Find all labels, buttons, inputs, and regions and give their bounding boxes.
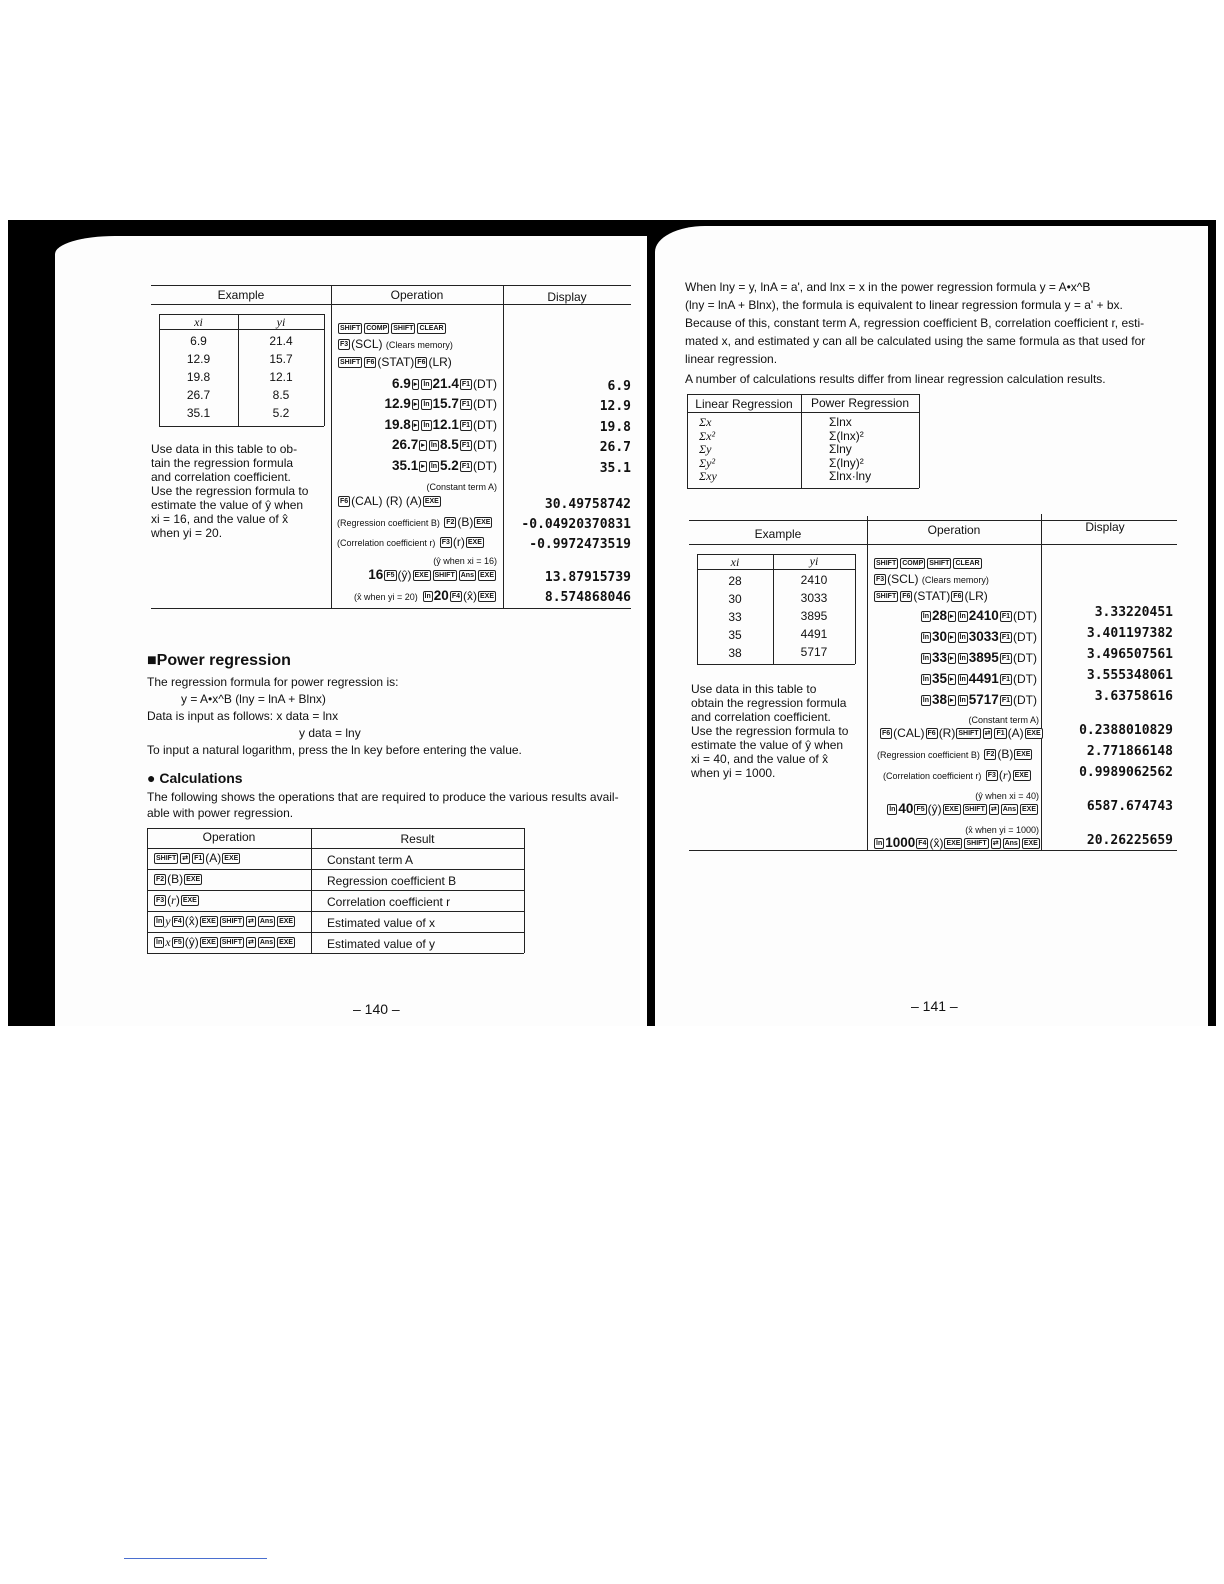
section-title: ■Power regression bbox=[147, 652, 291, 669]
display-value: 3.63758616 bbox=[1094, 689, 1173, 704]
page-140 bbox=[55, 236, 647, 1026]
note-yhat: (ŷ when xi = 16) bbox=[433, 556, 497, 566]
display-value: 19.8 bbox=[599, 420, 631, 435]
display-regression-b: -0.04920370831 bbox=[521, 517, 631, 532]
op-correlation: (Correlation coefficient r) F3 (r) EXE bbox=[883, 768, 1029, 782]
yi-header: yi bbox=[809, 554, 819, 568]
xi-cell: 30 bbox=[728, 592, 742, 606]
header-display: Display bbox=[1085, 520, 1125, 534]
paragraph: y data = lny bbox=[299, 726, 361, 740]
xi-cell: 28 bbox=[728, 574, 742, 588]
book-spread bbox=[8, 220, 1216, 1026]
display-correlation: 0.9989062562 bbox=[1079, 765, 1173, 780]
calc-operation: F2 (B) EXE bbox=[156, 872, 201, 886]
op-row: 19.8 ▸ ln 12.1 F1 (DT) bbox=[384, 417, 497, 432]
display-correlation: -0.9972473519 bbox=[529, 537, 631, 552]
calc-result: Correlation coefficient r bbox=[327, 895, 451, 909]
display-value: 26.7 bbox=[599, 440, 631, 455]
calculations-title: ● Calculations bbox=[147, 770, 243, 786]
op-row: 6.9 ▸ ln 21.4 F1 (DT) bbox=[392, 376, 497, 391]
note-yhat: (ŷ when xi = 40) bbox=[975, 791, 1039, 801]
header-linear: Linear Regression bbox=[695, 397, 793, 411]
calc-operation: ln x F5 (ŷ) EXE SHIFT ⇄ Ans EXE bbox=[156, 935, 294, 949]
yi-cell: 2410 bbox=[800, 573, 828, 587]
shift-key: SHIFT bbox=[340, 359, 361, 367]
display-xhat: 20.26225659 bbox=[1086, 833, 1173, 848]
display-value: 3.555348061 bbox=[1086, 668, 1173, 683]
op-setup-clear bbox=[337, 320, 447, 338]
display-value: 6.9 bbox=[607, 379, 631, 394]
yi-cell: 3033 bbox=[800, 591, 828, 605]
display-yhat: 6587.674743 bbox=[1086, 799, 1173, 814]
page-number: – 141 – bbox=[911, 998, 958, 1014]
op-row: 35.1 ▸ ln 5.2 F1 (DT) bbox=[392, 458, 497, 473]
op-regression-b: (Regression coefficient B) F2 (B) EXE bbox=[877, 747, 1031, 761]
op-correlation: (Correlation coefficient r) F3 (r) EXE bbox=[337, 535, 482, 549]
op-constant: F6 (CAL) F6 (R) SHIFT ⇄ F1 (A) EXE bbox=[882, 726, 1041, 740]
note-constant: (Constant term A) bbox=[426, 482, 497, 492]
paragraph: Data is input as follows: x data = lnx bbox=[147, 709, 339, 723]
xi-cell: 6.9 bbox=[190, 334, 207, 348]
calc-operation: F3 (r) EXE bbox=[156, 893, 197, 907]
display-xhat: 8.574868046 bbox=[544, 590, 631, 605]
yi-cell: 12.1 bbox=[269, 370, 293, 384]
paragraph: able with power regression. bbox=[147, 806, 294, 820]
display-value: 3.496507561 bbox=[1086, 647, 1173, 662]
header-operation: Operation bbox=[202, 830, 256, 844]
op-xhat: ln 1000 F4 (x̂) EXE SHIFT ⇄ Ans EXE bbox=[876, 835, 1038, 850]
op-xhat: (x̂ when yi = 20) ln 20 F4 (x̂) EXE bbox=[354, 588, 494, 603]
op-row: ln 28 ▸ ln 2410 F1 (DT) bbox=[922, 608, 1037, 623]
clear-key: CLEAR bbox=[419, 325, 444, 333]
op-constant: F6 (CAL) (R) (A) EXE bbox=[340, 494, 439, 508]
header-example: Example bbox=[754, 527, 802, 541]
yi-cell: 21.4 bbox=[269, 334, 293, 348]
calc-operation: ln y F4 (x̂) EXE SHIFT ⇄ Ans EXE bbox=[156, 914, 294, 928]
op-row: ln 30 ▸ ln 3033 F1 (DT) bbox=[922, 629, 1037, 644]
xi-cell: 35.1 bbox=[186, 406, 211, 420]
yi-cell: 15.7 bbox=[269, 352, 293, 366]
header-operation: Operation bbox=[390, 288, 444, 302]
display-constant: 30.49758742 bbox=[544, 497, 631, 512]
xi-cell: 26.7 bbox=[186, 388, 211, 402]
formula: y = A•x^B (lny = lnA + Blnx) bbox=[181, 692, 326, 706]
xi-cell: 35 bbox=[728, 628, 742, 642]
yi-cell: 8.5 bbox=[272, 388, 290, 402]
yi-header: yi bbox=[276, 315, 286, 329]
op-row: ln 38 ▸ ln 5717 F1 (DT) bbox=[922, 692, 1037, 707]
op-setup-scl: F3 (SCL) (Clears memory) bbox=[876, 572, 989, 586]
header-example: Example bbox=[217, 288, 265, 302]
calc-result: Regression coefficient B bbox=[327, 874, 457, 888]
example-description: Use data in this table to obtain the regression formula and correlation coefficient. Use the regression formula to estimate the value of ŷ when xi = 40, and the value of x̂ when yi = 1000. bbox=[691, 682, 849, 780]
calc-result: Estimated value of y bbox=[327, 937, 436, 951]
header-result: Result bbox=[400, 832, 435, 846]
yi-cell: 5.2 bbox=[272, 406, 290, 420]
f3-key: F3 bbox=[340, 341, 349, 349]
yi-cell: 4491 bbox=[800, 627, 828, 641]
paragraph: To input a natural logarithm, press the ln key before entering the value. bbox=[147, 743, 522, 757]
page-number: – 140 – bbox=[353, 1001, 400, 1017]
display-regression-b: 2.771866148 bbox=[1086, 744, 1173, 759]
calc-result: Estimated value of x bbox=[327, 916, 436, 930]
op-row: ln 33 ▸ ln 3895 F1 (DT) bbox=[922, 650, 1037, 665]
linear-sums: Σx Σx² Σy Σy² Σxy bbox=[699, 415, 717, 483]
op-row: ln 35 ▸ ln 4491 F1 (DT) bbox=[922, 671, 1037, 686]
yi-cell: 5717 bbox=[800, 645, 828, 659]
xi-header: xi bbox=[194, 315, 203, 329]
op-setup-scl: F3 (SCL) (Clears memory) bbox=[340, 337, 453, 351]
example-description: Use data in this table to ob- tain the regression formula and correlation coefficient. Use the regression formula to estimate the value of ŷ when xi = 16, and the value of x̂ when yi = 20. bbox=[151, 442, 309, 540]
op-yhat: ln 40 F5 (ŷ) EXE SHIFT ⇄ Ans EXE bbox=[889, 801, 1036, 816]
yi-cell: 3895 bbox=[800, 609, 828, 623]
intro-paragraph: When lny = y, lnA = a', and lnx = x in the power regression formula y = A•x^B (lny = lnA + Blnx), the formula is equivalent to linear regression formula y = a' + bx. Because of this, constant term A, regression coefficient B, correlation coefficient r, esti- mated x, and estimated y can all be calculated using the same formula as that used for linear regression. bbox=[685, 280, 1146, 366]
op-setup-stat: SHIFT F6 (STAT) F6 (LR) bbox=[340, 355, 452, 369]
power-sums: Σlnx Σ(lnx)² Σlny Σ(lny)² Σlnx·lny bbox=[829, 415, 872, 483]
display-value: 3.33220451 bbox=[1094, 605, 1173, 620]
comp-key: COMP bbox=[366, 325, 388, 333]
display-constant: 0.2388010829 bbox=[1079, 723, 1173, 738]
xi-cell: 33 bbox=[728, 610, 742, 624]
op-regression-b: (Regression coefficient B) F2 (B) EXE bbox=[337, 515, 491, 529]
note-xhat: (x̂ when yi = 1000) bbox=[965, 825, 1039, 835]
op-yhat: 16 F5 (ŷ) EXE SHIFT Ans EXE bbox=[368, 567, 494, 582]
header-display: Display bbox=[547, 290, 587, 304]
shift-key: SHIFT bbox=[393, 325, 414, 333]
paragraph: The following shows the operations that are required to produce the various results avail- bbox=[147, 790, 619, 804]
f6-key: F6 bbox=[366, 359, 375, 367]
op-setup-stat: SHIFT F6 (STAT) F6 (LR) bbox=[876, 589, 988, 603]
op-setup-clear: SHIFT COMP SHIFT CLEAR bbox=[876, 560, 980, 568]
op-row: 26.7 ▸ ln 8.5 F1 (DT) bbox=[392, 437, 497, 452]
display-value: 3.401197382 bbox=[1086, 626, 1173, 641]
shift-key: SHIFT bbox=[340, 325, 361, 333]
display-value: 12.9 bbox=[599, 399, 631, 414]
xi-cell: 19.8 bbox=[186, 370, 211, 384]
xi-cell: 12.9 bbox=[186, 352, 211, 366]
header-operation: Operation bbox=[927, 523, 981, 537]
note-constant: (Constant term A) bbox=[968, 715, 1039, 725]
xi-header: xi bbox=[730, 555, 740, 569]
paragraph: The regression formula for power regression is: bbox=[147, 675, 399, 689]
calc-operation: SHIFT ⇄ F1 (A) EXE bbox=[156, 851, 239, 865]
op-row: 12.9 ▸ ln 15.7 F1 (DT) bbox=[384, 396, 497, 411]
calc-result: Constant term A bbox=[327, 853, 414, 867]
display-value: 35.1 bbox=[599, 461, 631, 476]
page-141 bbox=[655, 226, 1208, 1026]
f6-key: F6 bbox=[417, 359, 426, 367]
display-yhat: 13.87915739 bbox=[544, 570, 631, 585]
xi-cell: 38 bbox=[728, 646, 742, 660]
underline-mark bbox=[124, 1558, 267, 1559]
paragraph: A number of calculations results differ from linear regression calculation results. bbox=[685, 372, 1106, 386]
header-power: Power Regression bbox=[810, 396, 910, 410]
